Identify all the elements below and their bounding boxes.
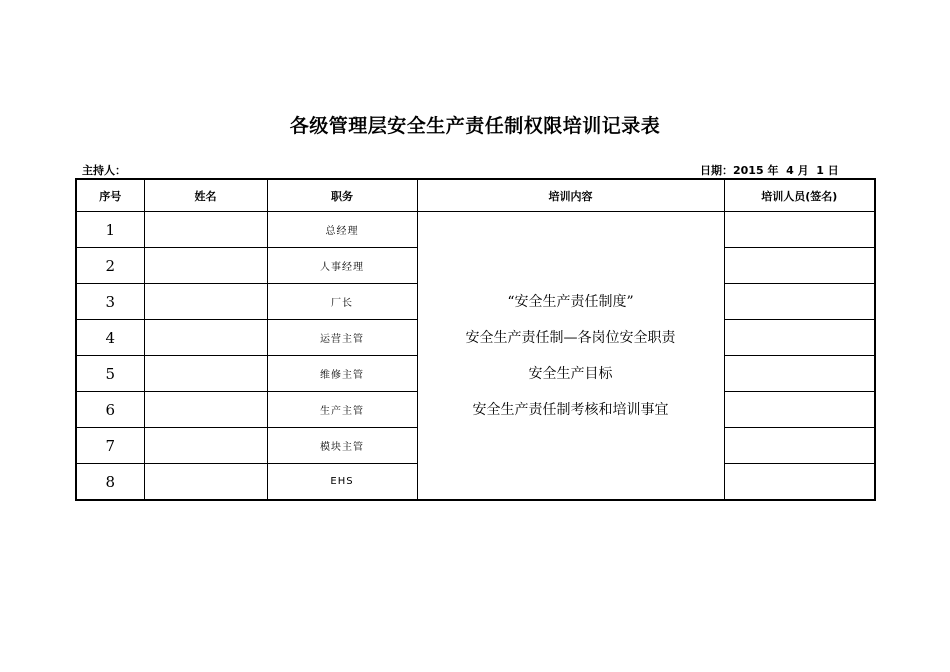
signature-cell[interactable] xyxy=(724,356,875,392)
position-cell: 生产主管 xyxy=(267,392,417,428)
position-cell: 人事经理 xyxy=(267,248,417,284)
row-number: 3 xyxy=(76,284,144,320)
signature-cell[interactable] xyxy=(724,392,875,428)
date-label: 日期：2015 年 4 月 1 日 xyxy=(700,164,839,177)
row-number: 1 xyxy=(76,212,144,248)
row-number: 4 xyxy=(76,320,144,356)
name-cell[interactable] xyxy=(144,392,267,428)
position-cell: EHS xyxy=(267,464,417,501)
name-cell[interactable] xyxy=(144,284,267,320)
name-cell[interactable] xyxy=(144,356,267,392)
position-cell: 运营主管 xyxy=(267,320,417,356)
position-cell: 总经理 xyxy=(267,212,417,248)
row-number: 7 xyxy=(76,428,144,464)
table-row xyxy=(76,212,875,248)
signature-cell[interactable] xyxy=(724,212,875,248)
name-cell[interactable] xyxy=(144,320,267,356)
training-record-table xyxy=(75,178,876,501)
position-cell: 模块主管 xyxy=(267,428,417,464)
document-title: 各级管理层安全生产责任制权限培训记录表 xyxy=(289,115,661,137)
header-name: 姓名 xyxy=(144,179,267,212)
position-cell: 厂长 xyxy=(267,284,417,320)
content-line: 安全生产责任制—各岗位安全职责 xyxy=(465,329,676,346)
header-position: 职务 xyxy=(267,179,417,212)
position-cell: 维修主管 xyxy=(267,356,417,392)
header-trainee-signature: 培训人员(签名) xyxy=(724,179,875,212)
header-content: 培训内容 xyxy=(417,179,724,212)
table-header-row xyxy=(76,179,875,212)
row-number: 6 xyxy=(76,392,144,428)
name-cell[interactable] xyxy=(144,428,267,464)
header-no: 序号 xyxy=(76,179,144,212)
signature-cell[interactable] xyxy=(724,248,875,284)
content-line: 安全生产目标 xyxy=(528,365,613,382)
name-cell[interactable] xyxy=(144,464,267,501)
content-line: “安全生产责任制度” xyxy=(507,293,634,310)
signature-cell[interactable] xyxy=(724,428,875,464)
content-line: 安全生产责任制考核和培训事宜 xyxy=(472,401,669,418)
name-cell[interactable] xyxy=(144,248,267,284)
signature-cell[interactable] xyxy=(724,284,875,320)
signature-cell[interactable] xyxy=(724,320,875,356)
training-content-cell xyxy=(417,212,724,501)
row-number: 8 xyxy=(76,464,144,501)
signature-cell[interactable] xyxy=(724,464,875,501)
row-number: 5 xyxy=(76,356,144,392)
host-label: 主持人： xyxy=(82,164,126,177)
row-number: 2 xyxy=(76,248,144,284)
name-cell[interactable] xyxy=(144,212,267,248)
